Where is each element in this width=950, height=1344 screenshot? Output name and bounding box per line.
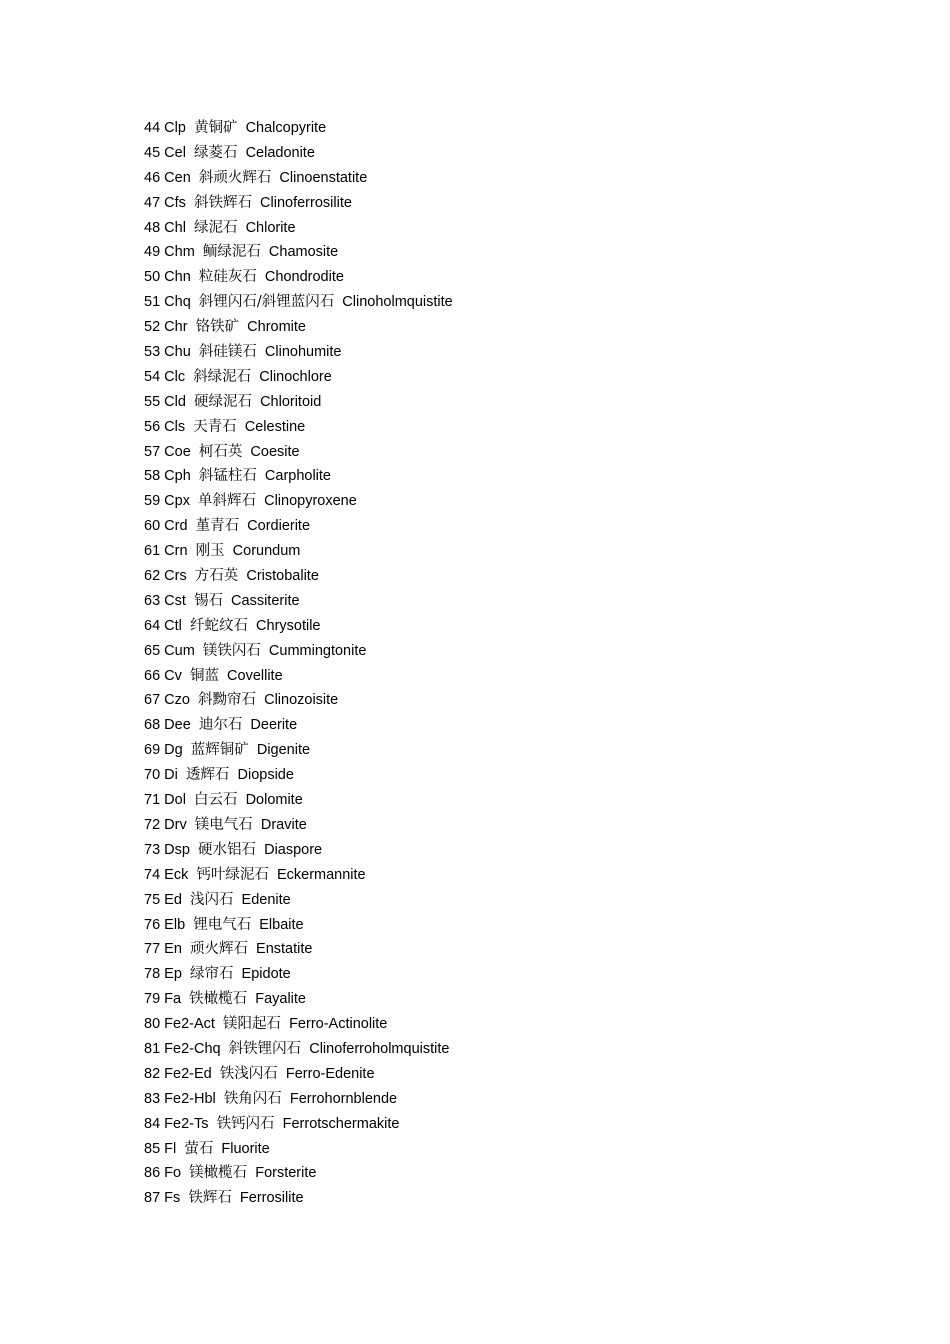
entry-number: 87	[144, 1190, 161, 1207]
entry-english-name: Covellite	[227, 667, 283, 684]
entry-english-name: Cassiterite	[231, 592, 300, 609]
entry-english-name: Ferrotschermakite	[282, 1115, 400, 1132]
entry-abbreviation: Crd	[164, 518, 188, 535]
entry-number: 56	[144, 418, 161, 435]
entry-number: 79	[144, 991, 161, 1008]
mineral-entry	[144, 913, 453, 938]
entry-abbreviation: Dsp	[164, 841, 190, 858]
entry-english-name: Cordierite	[247, 518, 311, 535]
entry-english-name: Chamosite	[268, 244, 339, 261]
entry-abbreviation: Fe2-Act	[164, 1016, 215, 1033]
entry-english-name: Chlorite	[245, 219, 296, 236]
entry-chinese-name: 黄铜矿	[194, 120, 238, 136]
entry-abbreviation: Fe2-Ed	[164, 1065, 212, 1082]
entry-chinese-name: 萤石	[184, 1140, 214, 1157]
entry-number: 76	[144, 916, 161, 933]
entry-abbreviation: Cpx	[164, 493, 190, 510]
entry-abbreviation: Dol	[164, 792, 186, 809]
entry-abbreviation: Clc	[164, 368, 186, 385]
entry-number: 53	[144, 344, 161, 361]
mineral-abbreviation-list	[144, 116, 453, 1211]
entry-chinese-name: 斜绿泥石	[193, 368, 252, 385]
mineral-entry	[144, 614, 453, 639]
mineral-entry	[144, 788, 453, 813]
mineral-entry	[144, 240, 453, 265]
entry-chinese-name: 斜铁锂闪石	[228, 1040, 302, 1057]
entry-english-name: Cristobalite	[246, 568, 319, 585]
entry-english-name: Dravite	[260, 816, 307, 833]
entry-english-name: Fluorite	[221, 1140, 270, 1157]
entry-chinese-name: 粒硅灰石	[198, 269, 257, 286]
mineral-entry	[144, 1062, 453, 1087]
mineral-entry	[144, 688, 453, 713]
entry-number: 72	[144, 816, 161, 833]
entry-english-name: Coesite	[250, 443, 300, 460]
mineral-entry	[144, 838, 453, 863]
entry-number: 59	[144, 493, 161, 510]
entry-abbreviation: Cel	[164, 144, 186, 161]
entry-chinese-name: 铜蓝	[189, 667, 219, 684]
entry-number: 54	[144, 368, 161, 385]
entry-english-name: Clinohumite	[264, 344, 342, 361]
entry-english-name: Clinoferrosilite	[260, 194, 352, 211]
entry-number: 64	[144, 617, 161, 634]
mineral-entry	[144, 216, 453, 241]
entry-number: 74	[144, 866, 161, 883]
entry-chinese-name: 斜黝帘石	[198, 692, 257, 709]
mineral-entry	[144, 365, 453, 390]
mineral-entry	[144, 116, 453, 141]
entry-english-name: Chondrodite	[264, 269, 344, 286]
entry-number: 49	[144, 244, 161, 261]
entry-number: 66	[144, 667, 161, 684]
entry-chinese-name: 单斜辉石	[198, 493, 257, 510]
entry-chinese-name: 铁钙闪石	[216, 1115, 275, 1132]
mineral-entry	[144, 340, 453, 365]
entry-english-name: Diopside	[237, 767, 294, 784]
entry-english-name: Chrysotile	[256, 617, 321, 634]
entry-abbreviation: Chl	[164, 219, 186, 236]
mineral-entry	[144, 813, 453, 838]
entry-abbreviation: Eck	[164, 866, 189, 883]
entry-number: 46	[144, 169, 161, 186]
entry-number: 67	[144, 692, 161, 709]
entry-chinese-name: 镁铁闪石	[202, 642, 261, 659]
entry-chinese-name: 白云石	[194, 792, 238, 809]
entry-number: 80	[144, 1016, 161, 1033]
mineral-entry	[144, 191, 453, 216]
mineral-entry	[144, 763, 453, 788]
entry-chinese-name: 绿泥石	[194, 219, 238, 236]
entry-abbreviation: Di	[164, 767, 178, 784]
entry-abbreviation: Ep	[164, 966, 182, 983]
entry-english-name: Eckermannite	[276, 866, 366, 883]
entry-abbreviation: Czo	[164, 692, 190, 709]
entry-chinese-name: 铁辉石	[188, 1190, 232, 1207]
entry-chinese-name: 纤蛇纹石	[189, 617, 248, 634]
entry-english-name: Corundum	[232, 543, 301, 560]
mineral-entry	[144, 265, 453, 290]
entry-abbreviation: Chn	[164, 269, 191, 286]
entry-number: 51	[144, 294, 161, 311]
mineral-entry	[144, 564, 453, 589]
entry-abbreviation: Cld	[164, 393, 186, 410]
mineral-entry	[144, 415, 453, 440]
mineral-entry	[144, 141, 453, 166]
entry-chinese-name: 镁橄榄石	[189, 1165, 248, 1182]
entry-english-name: Clinoholmquistite	[342, 294, 453, 311]
entry-chinese-name: 斜锰柱石	[198, 468, 257, 485]
entry-english-name: Clinozoisite	[264, 692, 339, 709]
entry-chinese-name: 蓝辉铜矿	[190, 742, 249, 759]
entry-number: 44	[144, 120, 161, 136]
entry-chinese-name: 绿帘石	[189, 966, 234, 983]
entry-number: 58	[144, 468, 161, 485]
entry-chinese-name: 镁阳起石	[223, 1016, 281, 1033]
mineral-entry	[144, 713, 453, 738]
entry-english-name: Elbaite	[259, 916, 304, 933]
entry-abbreviation: Chm	[164, 244, 195, 261]
entry-abbreviation: Crn	[164, 543, 188, 560]
entry-number: 60	[144, 518, 161, 535]
entry-english-name: Chromite	[247, 319, 306, 336]
entry-chinese-name: 斜铁辉石	[193, 194, 252, 211]
entry-abbreviation: Elb	[164, 916, 186, 933]
entry-chinese-name: 方石英	[194, 568, 239, 585]
entry-chinese-name: 钙叶绿泥石	[196, 866, 269, 883]
entry-chinese-name: 铁橄榄石	[189, 991, 248, 1008]
mineral-entry	[144, 514, 453, 539]
entry-number: 73	[144, 841, 161, 858]
entry-english-name: Enstatite	[256, 941, 313, 958]
mineral-entry	[144, 962, 453, 987]
entry-english-name: Ferrosilite	[239, 1190, 304, 1207]
entry-abbreviation: Fl	[164, 1140, 177, 1157]
entry-number: 61	[144, 543, 161, 560]
entry-english-name: Dolomite	[245, 792, 303, 809]
entry-number: 63	[144, 592, 161, 609]
entry-abbreviation: Fo	[164, 1165, 182, 1182]
entry-abbreviation: Clp	[164, 120, 186, 136]
entry-chinese-name: 顽火辉石	[189, 941, 248, 958]
entry-number: 83	[144, 1090, 161, 1107]
entry-chinese-name: 堇青石	[195, 518, 240, 535]
entry-number: 65	[144, 642, 161, 659]
entry-english-name: Chalcopyrite	[245, 120, 327, 136]
mineral-entry	[144, 315, 453, 340]
entry-english-name: Deerite	[250, 717, 298, 734]
mineral-entry	[144, 489, 453, 514]
entry-english-name: Clinopyroxene	[264, 493, 357, 510]
entry-english-name: Cummingtonite	[268, 642, 367, 659]
entry-english-name: Epidote	[241, 966, 291, 983]
entry-number: 47	[144, 194, 161, 211]
entry-chinese-name: 斜顽火辉石	[198, 169, 272, 186]
entry-abbreviation: Fe2-Chq	[164, 1040, 221, 1057]
entry-number: 57	[144, 443, 161, 460]
entry-english-name: Clinoferroholmquistite	[309, 1040, 450, 1057]
entry-english-name: Fayalite	[255, 991, 306, 1008]
entry-abbreviation: Fs	[164, 1190, 181, 1207]
mineral-entry	[144, 987, 453, 1012]
mineral-entry	[144, 390, 453, 415]
entry-english-name: Ferrohornblende	[289, 1090, 398, 1107]
entry-chinese-name: 铁角闪石	[223, 1090, 282, 1107]
entry-abbreviation: Fe2-Ts	[164, 1115, 209, 1132]
entry-chinese-name: 铬铁矿	[195, 319, 240, 336]
entry-number: 75	[144, 891, 161, 908]
entry-english-name: Chloritoid	[260, 393, 322, 410]
mineral-entry	[144, 1037, 453, 1062]
mineral-entry	[144, 937, 453, 962]
entry-number: 77	[144, 941, 161, 958]
mineral-entry	[144, 1186, 453, 1211]
entry-english-name: Forsterite	[255, 1165, 317, 1182]
entry-abbreviation: Ed	[164, 891, 182, 908]
mineral-entry	[144, 1137, 453, 1162]
entry-abbreviation: Cv	[164, 667, 182, 684]
mineral-entry	[144, 1087, 453, 1112]
entry-abbreviation: Cst	[164, 592, 186, 609]
entry-english-name: Celestine	[244, 418, 306, 435]
entry-chinese-name: 锂电气石	[193, 916, 252, 933]
entry-abbreviation: Cen	[164, 169, 191, 186]
entry-number: 55	[144, 393, 161, 410]
entry-chinese-name: 透辉石	[185, 767, 230, 784]
entry-number: 52	[144, 319, 161, 336]
entry-chinese-name: 浅闪石	[189, 891, 234, 908]
mineral-entry	[144, 664, 453, 689]
entry-english-name: Celadonite	[245, 144, 315, 161]
entry-abbreviation: Cum	[164, 642, 195, 659]
entry-number: 86	[144, 1165, 161, 1182]
entry-chinese-name: 硬水铝石	[198, 841, 257, 858]
entry-chinese-name: 硬绿泥石	[194, 393, 252, 410]
entry-english-name: Clinoenstatite	[279, 169, 368, 186]
mineral-entry	[144, 888, 453, 913]
entry-number: 45	[144, 144, 161, 161]
entry-chinese-name: 铁浅闪石	[219, 1065, 278, 1082]
mineral-entry	[144, 1112, 453, 1137]
entry-chinese-name: 镁电气石	[194, 816, 253, 833]
entry-number: 62	[144, 568, 161, 585]
entry-chinese-name: 斜硅镁石	[198, 344, 257, 361]
mineral-entry	[144, 539, 453, 564]
entry-number: 81	[144, 1040, 161, 1057]
entry-english-name: Ferro-Actinolite	[289, 1016, 388, 1033]
entry-number: 68	[144, 717, 161, 734]
entry-abbreviation: Drv	[164, 816, 187, 833]
mineral-entry	[144, 738, 453, 763]
entry-chinese-name: 柯石英	[198, 443, 243, 460]
entry-number: 82	[144, 1065, 161, 1082]
entry-chinese-name: 迪尔石	[198, 717, 243, 734]
entry-abbreviation: Dg	[164, 742, 183, 759]
entry-chinese-name: 天青石	[193, 418, 237, 435]
mineral-entry	[144, 639, 453, 664]
entry-abbreviation: Crs	[164, 568, 187, 585]
entry-english-name: Diaspore	[264, 841, 323, 858]
entry-number: 69	[144, 742, 161, 759]
entry-number: 71	[144, 792, 161, 809]
entry-chinese-name: 绿菱石	[194, 144, 238, 161]
entry-english-name: Ferro-Edenite	[285, 1065, 375, 1082]
entry-number: 70	[144, 767, 161, 784]
entry-number: 84	[144, 1115, 161, 1132]
mineral-entry	[144, 1161, 453, 1186]
mineral-entry	[144, 1012, 453, 1037]
entry-abbreviation: Ctl	[164, 617, 182, 634]
mineral-entry	[144, 464, 453, 489]
entry-number: 50	[144, 269, 161, 286]
entry-abbreviation: Fa	[164, 991, 182, 1008]
entry-abbreviation: Dee	[164, 717, 191, 734]
entry-number: 78	[144, 966, 161, 983]
entry-number: 48	[144, 219, 161, 236]
entry-english-name: Edenite	[241, 891, 291, 908]
entry-abbreviation: Coe	[164, 443, 191, 460]
entry-abbreviation: Chu	[164, 344, 191, 361]
entry-number: 85	[144, 1140, 161, 1157]
entry-chinese-name: 锡石	[193, 592, 223, 609]
entry-abbreviation: Cfs	[164, 194, 186, 211]
mineral-entry	[144, 589, 453, 614]
entry-abbreviation: Chr	[164, 319, 188, 336]
entry-chinese-name: 刚玉	[195, 543, 225, 560]
entry-abbreviation: Cls	[164, 418, 186, 435]
entry-abbreviation: Fe2-Hbl	[164, 1090, 216, 1107]
entry-english-name: Clinochlore	[259, 368, 332, 385]
entry-chinese-name: 鲕绿泥石	[202, 244, 261, 261]
entry-english-name: Carpholite	[264, 468, 331, 485]
entry-chinese-name: 斜锂闪石/斜锂蓝闪石	[198, 294, 335, 311]
entry-english-name: Digenite	[256, 742, 311, 759]
entry-abbreviation: Chq	[164, 294, 191, 311]
mineral-entry	[144, 440, 453, 465]
mineral-entry	[144, 863, 453, 888]
mineral-entry	[144, 290, 453, 315]
mineral-entry	[144, 166, 453, 191]
entry-abbreviation: Cph	[164, 468, 191, 485]
entry-abbreviation: En	[164, 941, 182, 958]
